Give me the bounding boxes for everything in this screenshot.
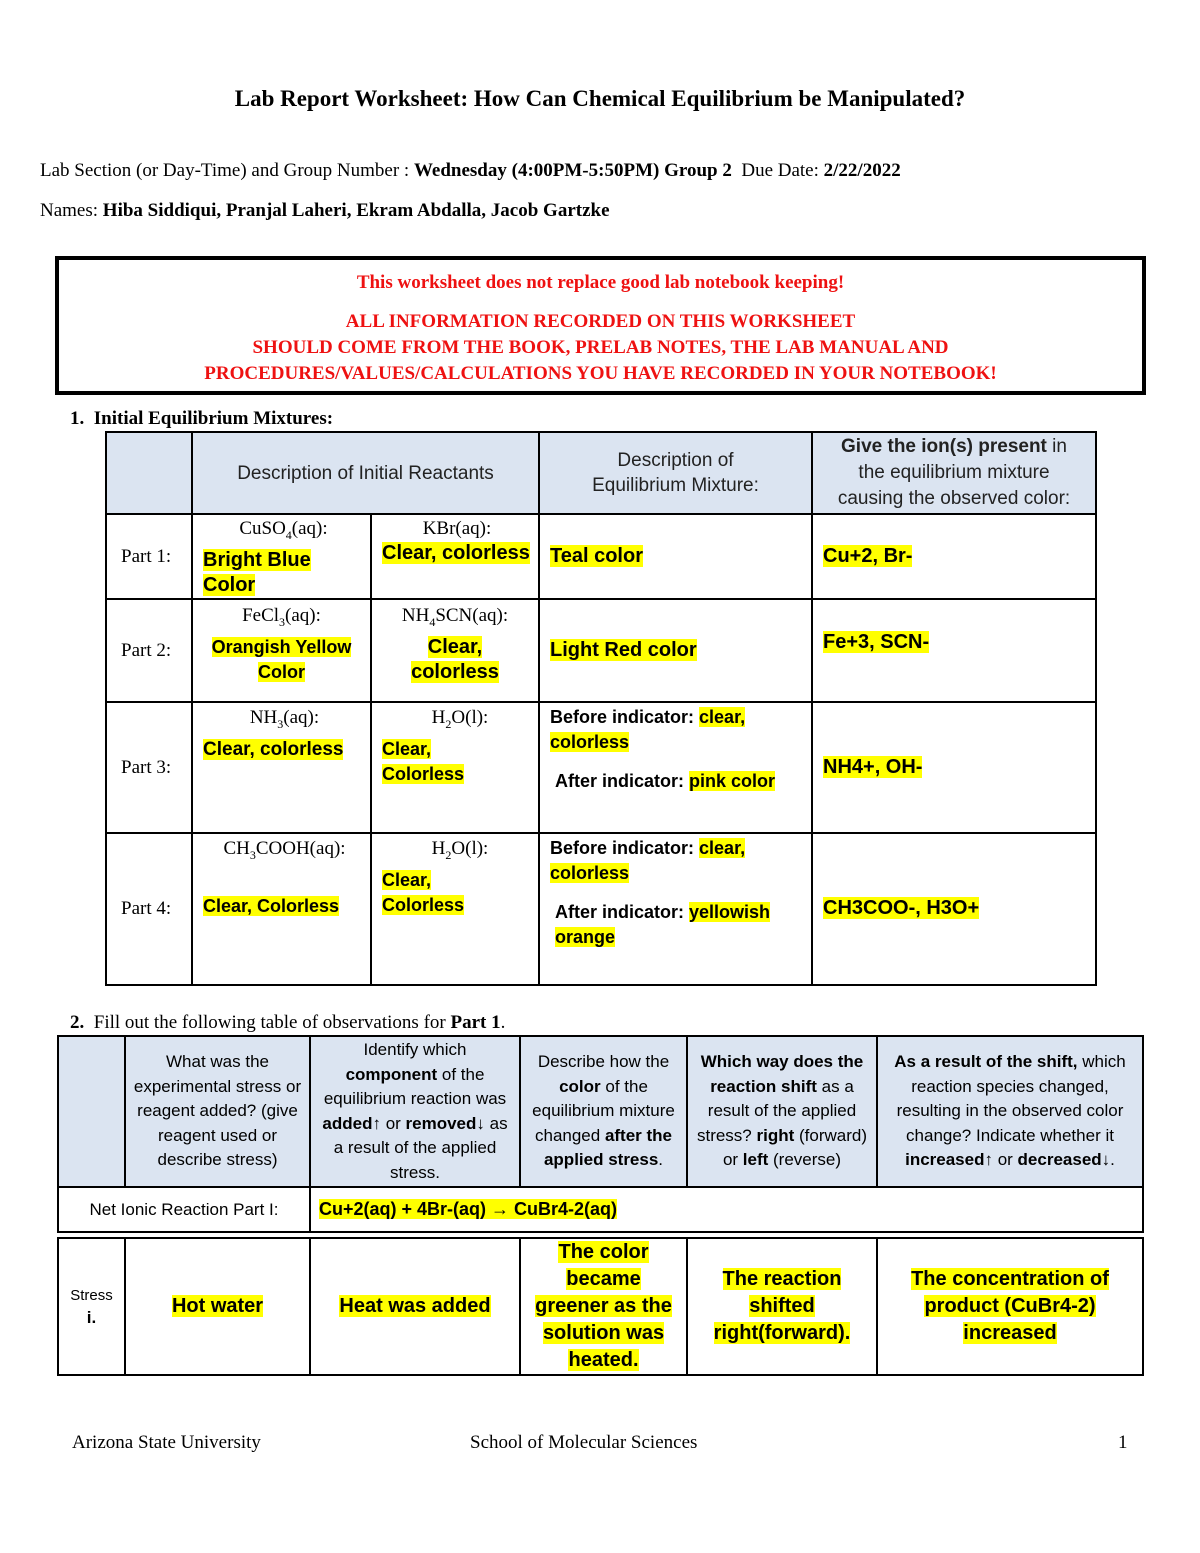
- color-value-cell: [520, 1238, 687, 1375]
- warning-line-3: SHOULD COME FROM THE BOOK, PRELAB NOTES, THE LAB MANUAL AND: [252, 337, 949, 358]
- header-color-change: Describe how the color of the equilibrium mixture changed after the applied stress.: [520, 1036, 687, 1187]
- footer-page-number: 1: [1118, 1432, 1128, 1453]
- reactant-1-cell: CuSO$_4$(aq): Bright Blue Color: [192, 514, 371, 599]
- reactant-2-cell: KBr(aq): Clear, colorless: [371, 514, 539, 599]
- mixture-cell: Light Red color: [539, 599, 812, 702]
- warning-line-1: This worksheet does not replace good lab notebook keeping!: [356, 272, 845, 293]
- header-shift: Which way does the reaction shift as a result of the applied stress? right (forward) or left (reverse): [687, 1036, 877, 1187]
- table-header-row: [106, 432, 1096, 514]
- species-value: The concentration of product (CuBr4-2) increased: [911, 1268, 1109, 1344]
- lab-section-line: [40, 160, 901, 182]
- shift-value: The reaction shifted right(forward).: [713, 1268, 851, 1344]
- part-label: Part 1:: [106, 514, 192, 599]
- stress-label: Stress i.: [58, 1238, 125, 1375]
- net-ionic-reaction: Cu+2(aq) + 4Br-(aq) → CuBr4-2(aq): [319, 1198, 618, 1219]
- warning-line-2: ALL INFORMATION RECORDED ON THIS WORKSHEET: [345, 311, 856, 332]
- reactant-1-cell: FeCl$_3$(aq): Orangish Yellow Color: [192, 599, 371, 702]
- equilibrium-mixtures-table: [105, 431, 1097, 986]
- footer-university: Arizona State University: [72, 1432, 261, 1453]
- header-equilibrium-mixture: Description of Equilibrium Mixture:: [539, 432, 812, 514]
- net-ionic-label: Net Ionic Reaction Part I:: [58, 1187, 310, 1232]
- reactant-1-cell: $NH_3(aq)$: Clear, colorless: [192, 702, 371, 833]
- header-stress: What was the experimental stress or reagent added? (give reagent used or describe stress): [125, 1036, 310, 1187]
- question-1-number: 1.: [70, 408, 85, 429]
- header-initial-reactants: Description of Initial Reactants: [192, 432, 539, 514]
- part-1-observations-table: [57, 1035, 1144, 1376]
- component-value: Heat was added: [339, 1294, 491, 1317]
- mixture-cell: Teal color: [539, 514, 812, 599]
- part-label: Part 4:: [106, 833, 192, 985]
- stress-value-cell: [125, 1238, 310, 1375]
- reactant-1-description: Clear, Colorless: [203, 895, 340, 916]
- species-value-cell: [877, 1238, 1143, 1375]
- question-2-number: 2.: [70, 1012, 85, 1033]
- warning-line-4: PROCEDURES/VALUES/CALCULATIONS YOU HAVE RECORDED IN YOUR NOTEBOOK!: [204, 363, 997, 384]
- warning-box: [55, 256, 1146, 395]
- net-ionic-reaction-row: [58, 1187, 1143, 1232]
- table-row: [106, 599, 1096, 702]
- reactant-2-description: Clear, Colorless: [382, 869, 465, 915]
- header-ions-present: Give the ion(s) present in the equilibrium mixture causing the observed color:: [812, 432, 1096, 514]
- shift-value-cell: [687, 1238, 877, 1375]
- ions-cell: Cu+2, Br-: [812, 514, 1096, 599]
- reactant-2-description: Clear, Colorless: [382, 738, 465, 784]
- net-ionic-reaction-cell: [310, 1187, 1143, 1232]
- table-row: [106, 702, 1096, 833]
- part-label: Part 3:: [106, 702, 192, 833]
- names-value: Hiba Siddiqui, Pranjal Laheri, Ekram Abdalla, Jacob Gartzke: [102, 200, 610, 221]
- question-1-label: Initial Equilibrium Mixtures:: [93, 408, 334, 429]
- stress-value: Hot water: [171, 1294, 264, 1317]
- part-label: Part 2:: [106, 599, 192, 702]
- footer-school: School of Molecular Sciences: [470, 1432, 698, 1453]
- stress-row: [58, 1238, 1143, 1375]
- ions-cell: CH3COO-, H3O+: [812, 833, 1096, 985]
- table-header-row: [58, 1036, 1143, 1187]
- reactant-1-cell: $CH_3COOH(aq)$: Clear, Colorless: [192, 833, 371, 985]
- lab-section-value: Wednesday (4:00PM-5:50PM) Group 2: [413, 160, 732, 181]
- lab-section-label: Lab Section (or Day-Time) and Group Number :: [40, 160, 414, 181]
- ions-cell: NH4+, OH-: [812, 702, 1096, 833]
- question-2-heading: 2. Fill out the following table of observations for Part 1.: [70, 1012, 506, 1033]
- reactant-1-description: Bright Blue Color: [203, 548, 311, 596]
- names-label: Names:: [40, 200, 103, 221]
- reactant-1-description: Clear, colorless: [203, 738, 344, 760]
- question-1-heading: [70, 408, 333, 430]
- reactant-2-cell: $H_2O(l)$: Clear, Colorless: [371, 702, 539, 833]
- table-row: [106, 833, 1096, 985]
- names-line: [40, 200, 610, 222]
- header-component: Identify which component of the equilibrium reaction was added↑ or removed↓ as a result of the applied stress.: [310, 1036, 520, 1187]
- due-date-label: Due Date:: [741, 160, 824, 181]
- reactant-2-description: Clear, colorless: [411, 635, 499, 683]
- reactant-2-cell: $NH_4SCN(aq)$: Clear, colorless: [371, 599, 539, 702]
- reactant-2-description: Clear, colorless: [382, 542, 530, 564]
- reactant-1-description: Orangish Yellow Color: [211, 636, 352, 682]
- mixture-cell: Before indicator: clear, colorless After indicator: yellowish orange: [539, 833, 812, 985]
- ions-cell: Fe+3, SCN-: [812, 599, 1096, 702]
- page-title: Lab Report Worksheet: How Can Chemical Equilibrium be Manipulated?: [234, 86, 966, 111]
- component-value-cell: [310, 1238, 520, 1375]
- color-value: The color became greener as the solution was heated.: [535, 1241, 672, 1371]
- due-date-value: 2/22/2022: [823, 160, 901, 181]
- header-species-changed: As a result of the shift, which reaction species changed, resulting in the observed color change? Indicate whether it increased↑ or decreased↓.: [877, 1036, 1143, 1187]
- table-row: [106, 514, 1096, 599]
- mixture-cell: Before indicator: clear, colorless After indicator: pink color: [539, 702, 812, 833]
- reactant-2-cell: $H_2O(l)$: Clear, Colorless: [371, 833, 539, 985]
